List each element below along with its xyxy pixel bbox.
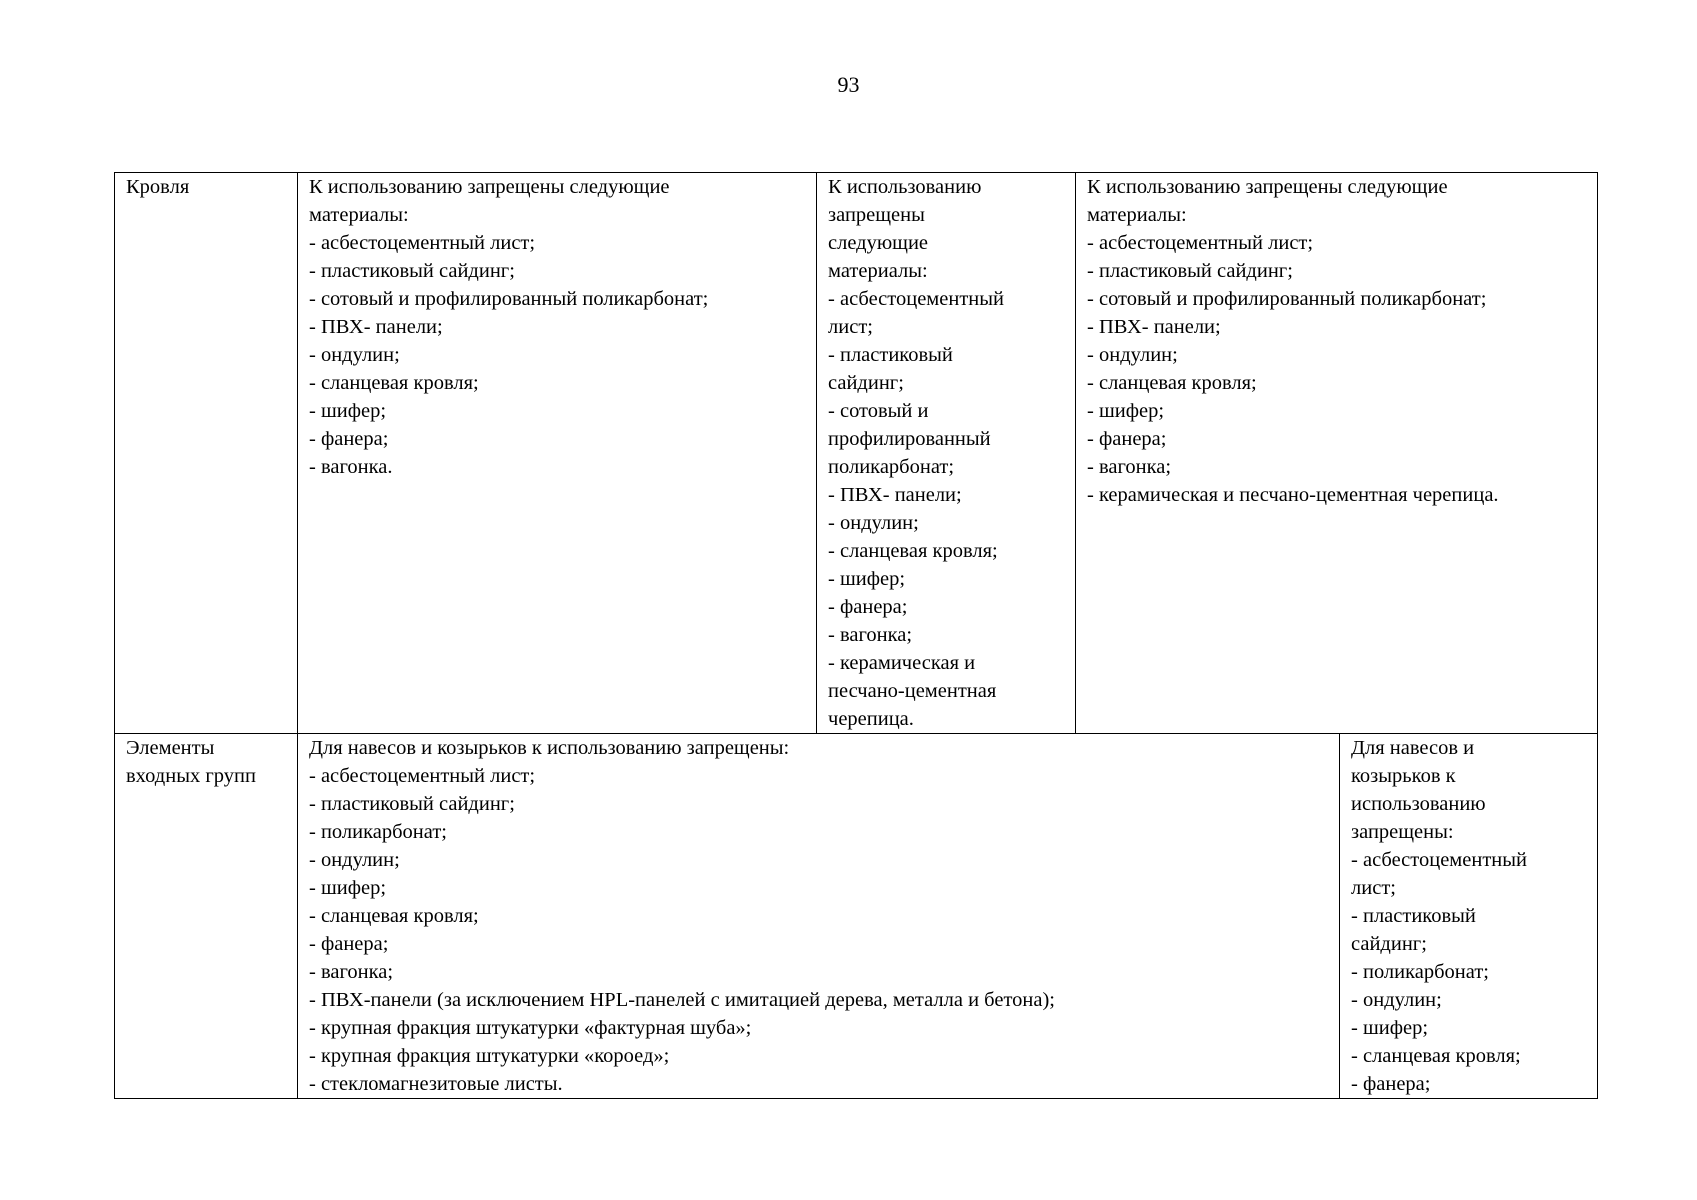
cell-line: - сотовый и профилированный поликарбонат; — [309, 288, 709, 310]
cell-line: - ондулин; — [309, 849, 400, 871]
cell-line: песчано-цементная — [828, 680, 997, 702]
cell-line: - шифер; — [828, 568, 906, 590]
cell-line: сайдинг; — [828, 372, 904, 394]
cell-line: - шифер; — [309, 400, 387, 422]
cell-line: козырьков к — [1351, 765, 1456, 787]
cell-line: материалы: — [309, 204, 409, 226]
row-label-entry-groups — [115, 734, 298, 1099]
table-row-entry-groups — [115, 734, 1598, 1099]
cell-line: - асбестоцементный — [1351, 849, 1528, 871]
cell-line: - поликарбонат; — [309, 821, 447, 843]
cell-line: - пластиковый — [1351, 905, 1476, 927]
cell-line: материалы: — [1087, 204, 1187, 226]
roof-cell-3 — [1076, 173, 1598, 734]
cell-line: поликарбонат; — [828, 456, 955, 478]
cell-line: следующие — [828, 232, 929, 254]
row-label-text: Кровля — [126, 176, 190, 198]
cell-line: - фанера; — [828, 596, 908, 618]
cell-line: Элементы — [126, 737, 215, 759]
row-label-roof — [115, 173, 298, 734]
cell-line: - ондулин; — [828, 512, 919, 534]
cell-line: профилированный — [828, 428, 991, 450]
cell-line: - сланцевая кровля; — [1351, 1045, 1521, 1067]
cell-line: - вагонка. — [309, 456, 393, 478]
cell-line: - пластиковый сайдинг; — [1087, 260, 1293, 282]
cell-line: - асбестоцементный лист; — [1087, 232, 1314, 254]
cell-line: - поликарбонат; — [1351, 961, 1489, 983]
cell-line: - вагонка; — [309, 961, 394, 983]
page-number: 93 — [837, 72, 860, 97]
cell-line: - крупная фракция штукатурки «короед»; — [309, 1045, 670, 1067]
roof-cell-2 — [817, 173, 1076, 734]
cell-line: - керамическая и — [828, 652, 976, 674]
cell-line: - сотовый и — [828, 400, 929, 422]
cell-line: - пластиковый — [828, 344, 953, 366]
cell-line: - ПВХ- панели; — [1087, 316, 1221, 338]
cell-line: - крупная фракция штукатурки «фактурная шуба»; — [309, 1017, 752, 1039]
cell-line: - фанера; — [309, 428, 389, 450]
cell-line: - ПВХ- панели; — [828, 484, 962, 506]
entry-cell-2 — [1340, 734, 1598, 1099]
cell-line: лист; — [1351, 877, 1396, 899]
cell-line: - сланцевая кровля; — [309, 372, 479, 394]
cell-line: - сланцевая кровля; — [309, 905, 479, 927]
cell-line: - сотовый и профилированный поликарбонат; — [1087, 288, 1487, 310]
cell-line: - сланцевая кровля; — [828, 540, 998, 562]
cell-line: использованию — [1351, 793, 1486, 815]
cell-line: входных групп — [126, 765, 256, 787]
table-row-roof — [115, 173, 1598, 734]
cell-line: К использованию — [828, 176, 982, 198]
cell-line: - керамическая и песчано-цементная черепица. — [1087, 484, 1499, 506]
cell-line: - сланцевая кровля; — [1087, 372, 1257, 394]
cell-line: К использованию запрещены следующие — [1087, 176, 1448, 198]
requirements-table — [114, 172, 1598, 1099]
cell-line: - ПВХ- панели; — [309, 316, 443, 338]
cell-line: - фанера; — [309, 933, 389, 955]
cell-line: запрещены: — [1351, 821, 1454, 843]
cell-line: Для навесов и — [1351, 737, 1475, 759]
entry-cell-1 — [298, 734, 1340, 1099]
cell-line: - ПВХ-панели (за исключением HPL-панелей с имитацией дерева, металла и бетона); — [309, 989, 1055, 1011]
cell-line: - асбестоцементный лист; — [309, 765, 536, 787]
cell-line: - пластиковый сайдинг; — [309, 260, 515, 282]
cell-line: - шифер; — [309, 877, 387, 899]
cell-line: - асбестоцементный лист; — [309, 232, 536, 254]
cell-line: Для навесов и козырьков к использованию запрещены: — [309, 737, 790, 759]
cell-line: - фанера; — [1087, 428, 1167, 450]
cell-line: черепица. — [828, 708, 914, 730]
cell-line: - ондулин; — [1351, 989, 1442, 1011]
cell-line: сайдинг; — [1351, 933, 1427, 955]
cell-line: К использованию запрещены следующие — [309, 176, 670, 198]
cell-line: - фанера; — [1351, 1073, 1431, 1095]
roof-cell-1 — [298, 173, 817, 734]
cell-line: материалы: — [828, 260, 928, 282]
cell-line: - пластиковый сайдинг; — [309, 793, 515, 815]
cell-line: - ондулин; — [309, 344, 400, 366]
cell-line: запрещены — [828, 204, 925, 226]
cell-line: - вагонка; — [828, 624, 913, 646]
cell-line: - вагонка; — [1087, 456, 1172, 478]
cell-line: - ондулин; — [1087, 344, 1178, 366]
cell-line: - шифер; — [1087, 400, 1165, 422]
cell-line: - шифер; — [1351, 1017, 1429, 1039]
cell-line: - асбестоцементный — [828, 288, 1005, 310]
cell-line: - стекломагнезитовые листы. — [309, 1073, 563, 1095]
cell-line: лист; — [828, 316, 873, 338]
